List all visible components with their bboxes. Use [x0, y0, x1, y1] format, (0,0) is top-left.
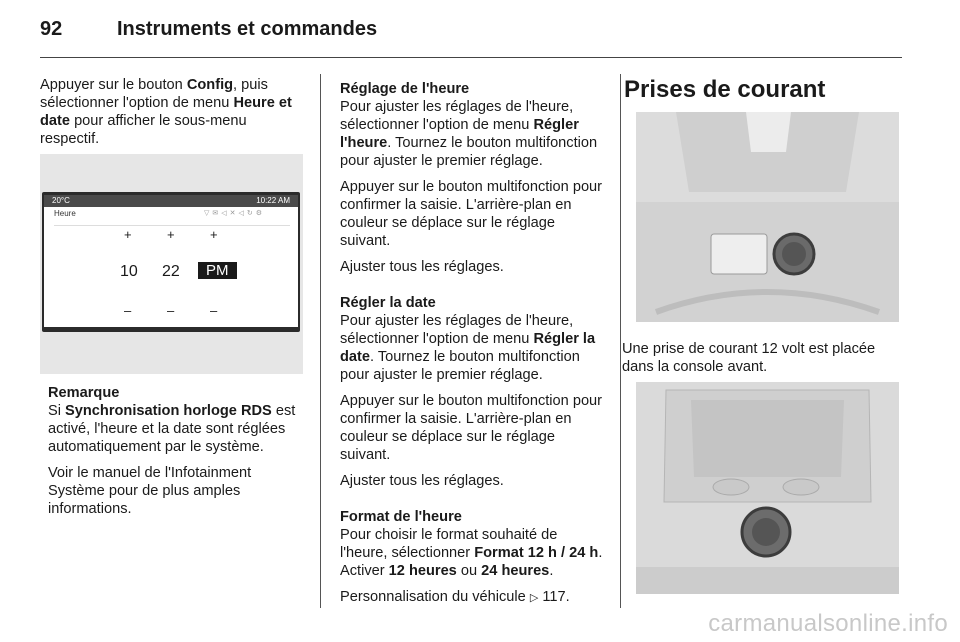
screen-menu-title: Heure [54, 209, 76, 218]
text-run: Voir le manuel de l'Infotainment Système pour de plus amples informations. [48, 465, 252, 517]
text-run: Pour ajuster les réglages de l'heure, sélectionner l'option de menu [340, 99, 574, 133]
bold-term: Régler l'heure [340, 117, 579, 151]
page-number: 92 [40, 18, 63, 40]
clock-readout: 10:22 AM [256, 196, 290, 205]
text-run: . [549, 563, 554, 579]
hour-minus-button[interactable]: – [124, 303, 132, 318]
screen-divider [54, 225, 290, 226]
column-2-text [340, 80, 606, 615]
text-run: . Activer [340, 545, 603, 579]
photo-console-outlet-top [636, 112, 899, 322]
infotainment-screen-figure [40, 154, 303, 374]
text-run: Si [48, 403, 66, 419]
section-heading-format: Format de l'heure [340, 509, 462, 525]
text-run: pour afficher le sous-menu respectif. [40, 113, 247, 147]
text-run: est activé, l'heure et la date sont réglées automatiquement par le système. [48, 403, 296, 455]
bold-term: Format 12 h / 24 h [474, 545, 599, 561]
minute-minus-button[interactable]: – [167, 303, 175, 318]
minute-plus-button[interactable]: + [167, 227, 175, 242]
bold-term: Heure et date [40, 95, 292, 129]
bold-term: Config [186, 77, 234, 93]
text-run: . Tournez le bouton multifonction pour ajuster le premier réglage. [340, 135, 598, 169]
screen-bezel [42, 192, 300, 332]
note-heading: Remarque [48, 385, 120, 401]
text-run: Pour ajuster les réglages de l'heure, sélectionner l'option de menu [340, 313, 574, 347]
text-run: . Tournez le bouton multifonction pour ajuster le premier réglage. [340, 349, 580, 383]
console-illustration-2 [636, 382, 899, 594]
minute-value: 22 [162, 263, 180, 280]
text-run: Ajuster tous les réglages. [340, 473, 504, 489]
watermark: carmanualsonline.info [708, 610, 948, 637]
text-run: , puis sélectionner l'option de menu [40, 77, 268, 111]
bold-term: Synchronisation horloge RDS [65, 403, 272, 419]
screen-status-icons: ▽✉◁✕◁↻⚙ [204, 210, 266, 217]
temperature-readout: 20°C [52, 196, 70, 205]
text-run: ou [456, 563, 482, 579]
column-divider [320, 74, 321, 608]
text-run: Appuyer sur le bouton multifonction pour confirmer la saisie. L'arrière-plan en couleur se déplace sur le réglage suivant. [340, 179, 603, 249]
screen-content [44, 207, 298, 327]
screen-status-bar [44, 195, 298, 207]
ampm-value-selected: PM [198, 262, 237, 279]
note-paragraph [48, 464, 308, 518]
text-run: Appuyer sur le bouton [40, 77, 187, 93]
section-heading-time: Réglage de l'heure [340, 81, 470, 97]
column-divider [620, 74, 621, 608]
hour-plus-button[interactable]: + [124, 227, 132, 242]
note-box [48, 384, 308, 526]
text-run: Ajuster tous les réglages. [340, 259, 504, 275]
cross-reference: Personnalisation du véhicule ▷ 117. [340, 589, 570, 605]
intro-paragraph [40, 76, 308, 156]
section-heading-date: Régler la date [340, 295, 436, 311]
header-rule [40, 57, 902, 58]
photo-console-outlet-bottom [636, 382, 899, 594]
hour-value: 10 [120, 263, 138, 280]
text-run: Pour choisir le format souhaité de l'heure, sélectionner [340, 527, 558, 561]
bold-term: 12 heures [388, 563, 457, 579]
console-illustration [636, 112, 899, 322]
page-reference-triangle-icon: ▷ [529, 592, 539, 604]
note-paragraph [48, 402, 308, 456]
ampm-plus-button[interactable]: + [210, 227, 218, 242]
bold-term: Régler la date [340, 331, 596, 365]
text-run: Une prise de courant 12 volt est placée dans la console avant. [622, 341, 876, 375]
bold-term: 24 heures [481, 563, 550, 579]
outlet-caption [622, 340, 900, 384]
section-title-power-outlets: Prises de courant [624, 76, 826, 103]
text-run: Appuyer sur le bouton multifonction pour confirmer la saisie. L'arrière-plan en couleur se déplace sur le réglage suivant. [340, 393, 603, 463]
ampm-minus-button[interactable]: – [210, 303, 218, 318]
page-header-title: Instruments et commandes [117, 18, 378, 40]
